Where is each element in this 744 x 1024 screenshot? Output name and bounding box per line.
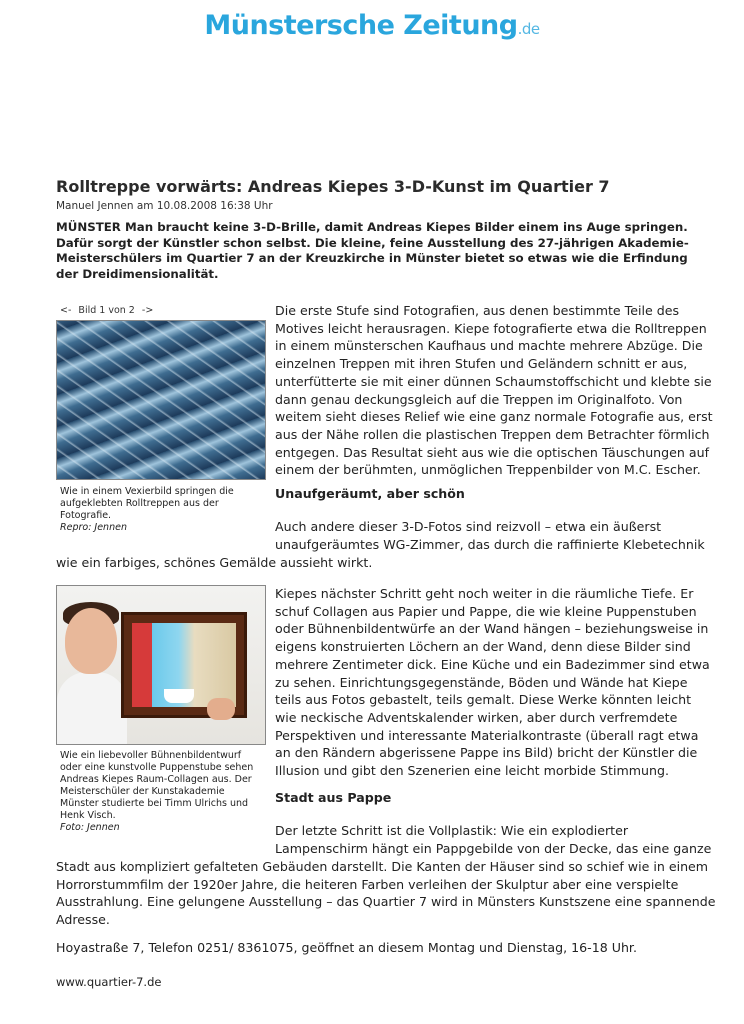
lead-text: Man braucht keine 3-D-Brille, damit Andreas Kiepes Bilder einem ins Auge springen. Dafür sorgt der Künstler schon selbst. Die kleine, feine Ausstellung des 27-jährigen Akademie-Meisterschülers im Quartier 7 an der Kreuzkirche in Münster bietet so etwas wie die Erfindung der Dreidimensionalität.	[56, 220, 689, 281]
article-byline: Manuel Jennen am 10.08.2008 16:38 Uhr	[56, 200, 273, 212]
caption-text-1: Wie in einem Vexierbild springen die aufgeklebten Rolltreppen aus der Fotografie.	[60, 486, 234, 521]
photo-credit-2: Foto: Jennen	[60, 822, 120, 833]
article-lead	[56, 220, 711, 282]
person-body	[57, 672, 127, 745]
article-headline: Rolltreppe vorwärts: Andreas Kiepes 3-D-Kunst im Quartier 7	[56, 177, 610, 196]
subheading-1: Unaufgeräumt, aber schön	[275, 486, 465, 501]
paragraph-3: Kiepes nächster Schritt geht noch weiter in die räumliche Tiefe. Er schuf Collagen aus Papier und Pappe, die wie kleine Puppenstuben oder Bühnenbildentwürfe an der Wand hängen – beziehungsweise in eigens konstruierten Löchern an der Wand, denn diese Bilder sind mehrere Zentimeter dick. Eine Küche und ein Badezimmer sind etwa zu sehen. Einrichtungsgegenstände, Böden und Wände hat Kiepe teils aus Fotos gebastelt, teils gemalt. Diese Werke könnten leicht wie neckische Adventskalender wirken, aber durch verfremdete Perspektiven und interessante Materialkontraste (überall ragt etwa an den Rändern abgerissene Pappe ins Bild) bricht der Künstler die Illusion und gibt den Szenerien eine leicht morbide Stimmung.	[275, 586, 710, 779]
caption-text-2: Wie ein liebevoller Bühnenbildentwurf oder eine kunstvolle Puppenstube sehen Andreas Kiepes Raum-Collagen aus. Der Meisterschüler der Kunstakademie Münster studierte bei Timm Ulrichs und Henk Visch.	[60, 750, 254, 821]
subheading-2: Stadt aus Pappe	[275, 790, 392, 805]
paragraph-4-end: Stadt aus kompliziert gefalteten Gebäuden darstellt. Die Kanten der Häuser sind so schief wie in einem Horrorstummfilm der 1920er Jahre, die heiteren Farben verleihen der Skulptur aber eine verspielte Ausstrahlung. Eine gelungene Ausstellung – das Quartier 7 wird in Münsters Kunstszene eine spannende Adresse.	[56, 859, 716, 928]
gallery-counter: Bild 1 von 2	[78, 305, 135, 316]
venue-address: Hoyastraße 7, Telefon 0251/ 8361075, geöffnet an diesem Montag und Dienstag, 16-18 Uhr.	[56, 940, 637, 955]
masthead-name: Münstersche Zeitung	[204, 10, 518, 41]
paragraph-2-end: wie ein farbiges, schönes Gemälde aussieht wirkt.	[56, 555, 373, 570]
escalator-photo[interactable]	[56, 320, 266, 480]
person-head	[65, 608, 117, 674]
photo-caption-1	[60, 486, 260, 534]
paragraph-4-start: Der letzte Schritt ist die Vollplastik: Wie ein explodierter Lampenschirm hängt ein Pappgebilde von der Decke, das eine ganze	[275, 823, 712, 856]
gallery-nav	[60, 305, 157, 316]
artist-collage-photo[interactable]	[56, 585, 266, 745]
gallery-next-button[interactable]: ->	[141, 305, 154, 316]
photo-credit-1: Repro: Jennen	[60, 522, 127, 533]
collage-curtain	[132, 623, 152, 707]
person-hand	[207, 698, 235, 720]
masthead-tld: .de	[517, 20, 540, 38]
paragraph-1: Die erste Stufe sind Fotografien, aus denen bestimmte Teile des Motives leicht herausragen. Kiepe fotografierte etwa die Rolltreppen in einem münsterschen Kaufhaus und machte mehrere Abzüge. Die einzelnen Treppen mit ihren Stufen und Geländern schnitt er aus, unterfütterte sie mit einer dünnen Schaumstoffschicht und klebte sie dann genau deckungsgleich auf die Treppen im Originalfoto. Von weitem sieht dieses Relief wie eine ganz normale Fotografie aus, erst aus der Nähe rollen die plastischen Treppen dem Betrachter förmlich entgegen. Das Resultat sieht aus wie die optischen Täuschungen auf einem der berühmten, unmöglichen Treppenbilder von M.C. Escher.	[275, 303, 713, 478]
gallery-prev-button[interactable]: <-	[60, 305, 72, 316]
masthead-logo	[0, 10, 744, 41]
paragraph-2-start: Auch andere dieser 3-D-Fotos sind reizvoll – etwa ein äußerst unaufgeräumtes WG-Zimmer, das durch die raffinierte Klebetechnik	[275, 519, 705, 552]
photo-caption-2	[60, 750, 260, 834]
lead-place: MÜNSTER	[56, 220, 121, 234]
collage-bathtub	[164, 689, 194, 703]
venue-url-link[interactable]: www.quartier-7.de	[56, 975, 162, 989]
